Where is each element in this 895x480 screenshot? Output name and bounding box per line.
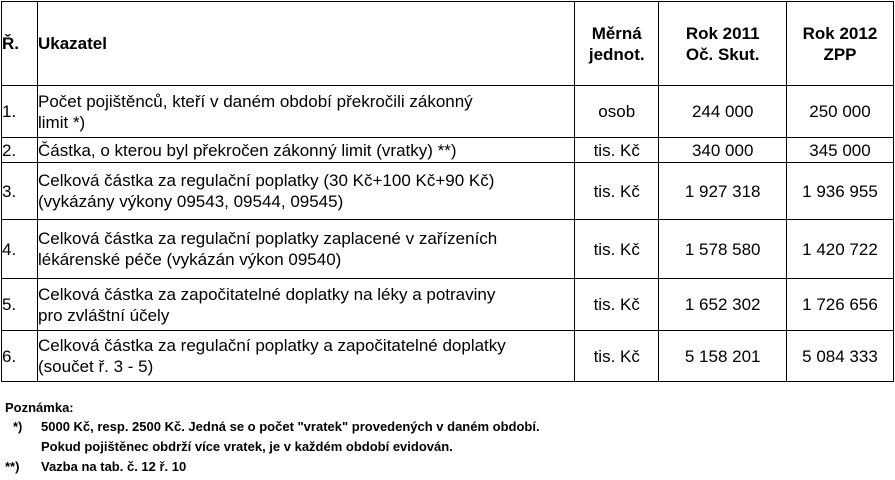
header-year-2012-line2: ZPP xyxy=(823,44,857,64)
row-value-2011: 1 927 318 xyxy=(659,163,787,220)
header-unit-line1: Měrná xyxy=(591,23,642,43)
row-indicator xyxy=(38,163,575,220)
note-item xyxy=(5,458,186,475)
row-indicator-line2: (součet ř. 3 - 5) xyxy=(38,357,154,376)
row-number: 3. xyxy=(2,163,38,220)
row-number: 4. xyxy=(2,220,38,279)
row-indicator-line1: Částka, o kterou byl překročen zákonný limit (vratky) **) xyxy=(38,140,457,160)
notes-title: Poznámka: xyxy=(5,400,74,415)
row-value-2012: 1 936 955 xyxy=(786,163,893,220)
table-row xyxy=(2,163,894,220)
row-indicator-line1: Celková částka za regulační poplatky a započitatelné doplatky xyxy=(38,336,506,355)
note-item xyxy=(5,418,540,435)
row-indicator-line2: limit *) xyxy=(38,112,86,132)
row-number: 6. xyxy=(2,331,38,382)
table-row xyxy=(2,220,894,279)
header-row-number: Ř. xyxy=(2,2,38,86)
row-number: 2. xyxy=(2,138,38,163)
row-indicator-line1: Celková částka za započitatelné doplatky na léky a potraviny xyxy=(38,284,496,304)
header-unit xyxy=(575,2,659,86)
header-unit-line2: jednot. xyxy=(588,44,645,64)
table-row xyxy=(2,86,894,138)
row-unit: tis. Kč xyxy=(575,163,659,220)
note-mark: *) xyxy=(13,419,23,434)
row-unit: tis. Kč xyxy=(575,279,659,331)
row-unit: tis. Kč xyxy=(575,138,659,163)
row-indicator xyxy=(38,86,575,138)
row-indicator xyxy=(38,220,575,279)
header-year-2011-line2: Oč. Skut. xyxy=(685,44,760,64)
header-year-2012 xyxy=(786,2,893,86)
header-row xyxy=(2,2,894,86)
row-value-2012: 250 000 xyxy=(786,86,893,138)
row-unit: tis. Kč xyxy=(575,220,659,279)
row-indicator xyxy=(38,331,575,382)
row-indicator xyxy=(38,138,575,163)
row-value-2011: 340 000 xyxy=(659,138,787,163)
row-value-2011: 1 652 302 xyxy=(659,279,787,331)
data-table xyxy=(1,1,894,382)
row-indicator-line1: Celková částka za regulační poplatky zaplacené v zařízeních xyxy=(38,229,498,248)
header-year-2011 xyxy=(659,2,787,86)
row-unit: tis. Kč xyxy=(575,331,659,382)
row-number: 1. xyxy=(2,86,38,138)
table-row xyxy=(2,279,894,331)
row-indicator-line2: lékárenské péče (vykázán výkon 09540) xyxy=(38,250,342,269)
row-number: 5. xyxy=(2,279,38,331)
header-indicator: Ukazatel xyxy=(38,2,575,86)
row-indicator xyxy=(38,279,575,331)
row-value-2011: 1 578 580 xyxy=(659,220,787,279)
row-value-2012: 345 000 xyxy=(786,138,893,163)
header-year-2011-line1: Rok 2011 xyxy=(685,23,760,43)
row-indicator-line2: pro zvláštní účely xyxy=(38,305,170,325)
table-row xyxy=(2,331,894,382)
note-mark: **) xyxy=(5,459,20,474)
row-unit: osob xyxy=(575,86,659,138)
note-text-line1: Vazba na tab. č. 12 ř. 10 xyxy=(41,459,187,474)
row-value-2012: 5 084 333 xyxy=(786,331,893,382)
header-year-2012-line1: Rok 2012 xyxy=(802,23,878,43)
row-indicator-line1: Počet pojištěnců, kteří v daném období překročili zákonný xyxy=(38,91,473,111)
table-row xyxy=(2,138,894,163)
row-indicator-line1: Celková částka za regulační poplatky (30 Kč+100 Kč+90 Kč) xyxy=(38,171,495,190)
row-value-2012: 1 420 722 xyxy=(786,220,893,279)
row-value-2011: 5 158 201 xyxy=(659,331,787,382)
note-text-line2: Pokud pojištěnec obdrží více vratek, je v každém období evidován. xyxy=(41,439,453,454)
note-text-line1: 5000 Kč, resp. 2500 Kč. Jedná se o počet "vratek" provedených v daném období. xyxy=(41,419,540,434)
row-indicator-line2: (vykázány výkony 09543, 09544, 09545) xyxy=(38,192,344,211)
note-item-continuation xyxy=(5,438,453,455)
row-value-2011: 244 000 xyxy=(659,86,787,138)
row-value-2012: 1 726 656 xyxy=(786,279,893,331)
